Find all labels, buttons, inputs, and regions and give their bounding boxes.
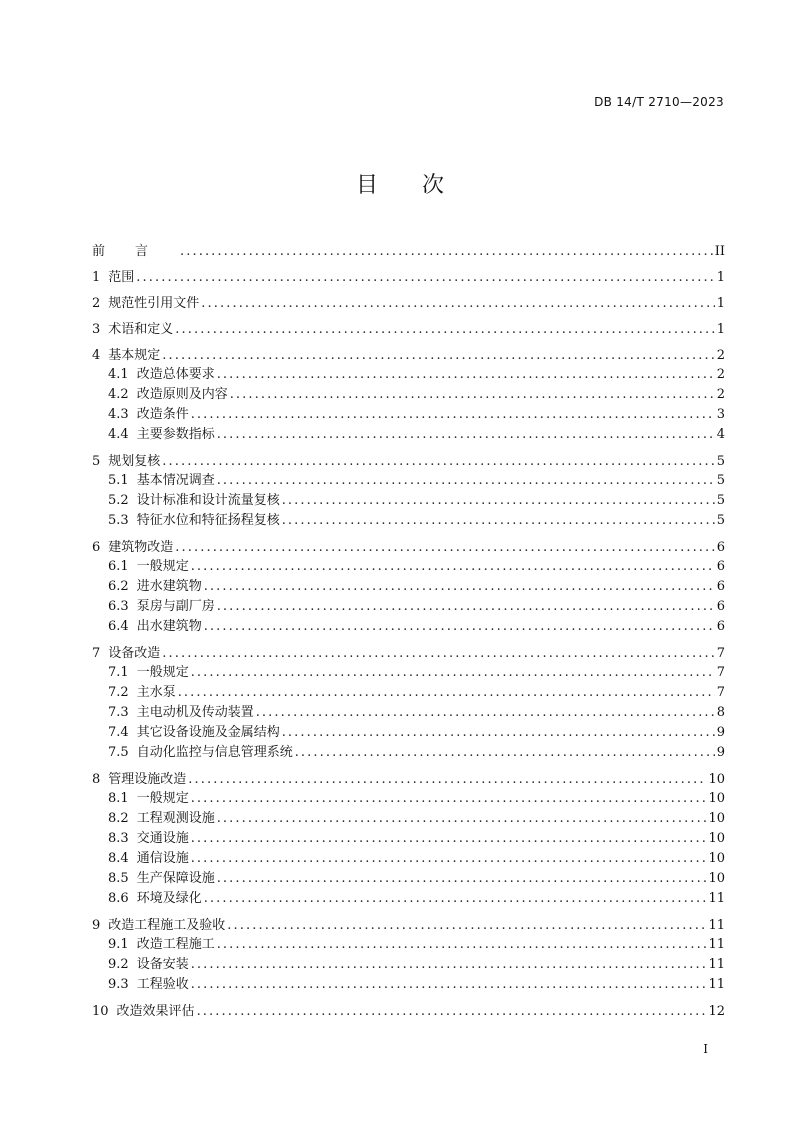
toc-entry-page: 1 — [716, 296, 725, 311]
toc-entry-number: 5 — [92, 454, 101, 469]
toc-leader-dots — [230, 387, 715, 402]
toc-leader-dots — [180, 244, 713, 259]
toc-entry-label: 范围 — [108, 270, 135, 285]
toc-entry-number: 6.2 — [108, 579, 129, 594]
toc-entry-label: 改造工程施工及验收 — [108, 918, 226, 933]
toc-entry-page: 12 — [708, 1004, 725, 1019]
toc-entry[interactable] — [92, 469, 725, 489]
toc-entry[interactable] — [92, 661, 725, 681]
toc-entry[interactable] — [92, 450, 725, 469]
toc-entry[interactable] — [92, 973, 725, 993]
toc-leader-dots — [282, 513, 715, 528]
toc-leader-dots — [191, 957, 707, 972]
toc-entry-label: 其它设备设施及金属结构 — [136, 725, 280, 740]
toc-leader-dots — [256, 705, 715, 720]
toc-entry-number: 7.2 — [108, 685, 129, 700]
toc-entry-page: 5 — [716, 454, 725, 469]
toc-leader-dots — [178, 685, 715, 700]
toc-leader-dots — [136, 270, 714, 285]
toc-entry-number: 1 — [92, 270, 101, 285]
toc-entry-label: 泵房与副厂房 — [136, 599, 215, 614]
toc-entry-label: 改造工程施工 — [136, 937, 215, 952]
toc-leader-dots — [162, 646, 714, 661]
toc-entry-page: 10 — [708, 851, 725, 866]
toc-entry-label: 工程观测设施 — [136, 811, 215, 826]
toc-entry-number: 5.2 — [108, 493, 129, 508]
toc-entry-number: 5.3 — [108, 513, 129, 528]
toc-leader-dots — [217, 427, 715, 442]
toc-entry-number: 7.1 — [108, 665, 129, 680]
toc-leader-dots — [191, 559, 715, 574]
toc-entry-label: 环境及绿化 — [136, 891, 202, 906]
toc-entry[interactable] — [92, 292, 725, 311]
toc-entry-number: 7.3 — [108, 705, 129, 720]
toc-entry-number: 8.6 — [108, 891, 129, 906]
toc-entry-page: 6 — [716, 540, 725, 555]
page-title: 目次 — [355, 173, 488, 198]
toc-leader-dots — [162, 454, 714, 469]
toc-entry[interactable] — [92, 536, 725, 555]
toc-leader-dots — [227, 918, 706, 933]
toc-entry[interactable] — [92, 914, 725, 933]
toc-entry-number: 4.4 — [108, 427, 129, 442]
toc-entry-page: 5 — [716, 473, 725, 488]
toc-entry[interactable] — [92, 509, 725, 529]
toc-entry-number: 7 — [92, 646, 101, 661]
toc-entry-label: 特征水位和特征扬程复核 — [136, 513, 280, 528]
toc-entry-label: 一般规定 — [136, 791, 189, 806]
toc-entry-page: 1 — [716, 322, 725, 337]
toc-entry[interactable] — [92, 240, 725, 259]
toc-entry-page: 1 — [716, 270, 725, 285]
toc-entry-label: 设备改造 — [108, 646, 161, 661]
toc-entry-label: 改造条件 — [136, 407, 189, 422]
toc-entry[interactable] — [92, 701, 725, 721]
toc-entry-number: 8.5 — [108, 871, 129, 886]
toc-entry[interactable] — [92, 741, 725, 761]
toc-leader-dots — [175, 540, 714, 555]
toc-leader-dots — [204, 891, 707, 906]
toc-entry-page: 11 — [708, 957, 725, 972]
toc-entry-number: 8.2 — [108, 811, 129, 826]
toc-entry-label: 主要参数指标 — [136, 427, 215, 442]
toc-entry-page: 2 — [716, 367, 725, 382]
toc-leader-dots — [197, 1004, 707, 1019]
toc-entry-label: 改造总体要求 — [136, 367, 215, 382]
toc-leader-dots — [191, 407, 715, 422]
toc-entry[interactable] — [92, 423, 725, 443]
toc-entry[interactable] — [92, 575, 725, 595]
toc-entry-label: 基本情况调查 — [136, 473, 215, 488]
toc-leader-dots — [295, 745, 715, 760]
toc-entry-number: 6.1 — [108, 559, 129, 574]
toc-entry-page: 10 — [708, 772, 725, 787]
toc-entry-page: 4 — [716, 427, 725, 442]
toc-entry-page: 9 — [716, 725, 725, 740]
toc-entry-label: 生产保障设施 — [136, 871, 215, 886]
toc-leader-dots — [162, 348, 714, 363]
toc-entry-label: 出水建筑物 — [136, 619, 202, 634]
toc-entry-number: 4.1 — [108, 367, 129, 382]
toc-entry-page: 6 — [716, 579, 725, 594]
toc-entry-number: 9 — [92, 918, 101, 933]
toc-entry[interactable] — [92, 555, 725, 575]
toc-entry-page: 11 — [708, 918, 725, 933]
toc-entry[interactable] — [92, 681, 725, 701]
toc-entry[interactable] — [92, 827, 725, 847]
table-of-contents — [92, 240, 725, 1019]
toc-entry-number: 6.4 — [108, 619, 129, 634]
toc-entry-number: 8 — [92, 772, 101, 787]
toc-entry-label: 进水建筑物 — [136, 579, 202, 594]
toc-entry[interactable] — [92, 1000, 725, 1019]
toc-entry-label: 一般规定 — [136, 665, 189, 680]
toc-entry[interactable] — [92, 615, 725, 635]
toc-entry-number: 8.1 — [108, 791, 129, 806]
toc-entry[interactable] — [92, 847, 725, 867]
toc-entry-page: 5 — [716, 493, 725, 508]
toc-entry-page: 6 — [716, 559, 725, 574]
toc-leader-dots — [191, 791, 707, 806]
toc-entry-label: 基本规定 — [108, 348, 161, 363]
toc-entry-number: 6.3 — [108, 599, 129, 614]
toc-entry-page: 7 — [716, 646, 725, 661]
toc-entry[interactable] — [92, 768, 725, 787]
toc-entry-page: 8 — [716, 705, 725, 720]
toc-entry-label: 改造原则及内容 — [136, 387, 228, 402]
toc-entry-label: 交通设施 — [136, 831, 189, 846]
toc-entry-page: 6 — [716, 619, 725, 634]
toc-entry[interactable] — [92, 642, 725, 661]
toc-entry[interactable] — [92, 344, 725, 363]
toc-entry-number: 4.3 — [108, 407, 129, 422]
toc-entry[interactable] — [92, 595, 725, 615]
toc-leader-dots — [217, 473, 715, 488]
toc-entry[interactable] — [92, 266, 725, 285]
toc-entry-number: 8.4 — [108, 851, 129, 866]
toc-leader-dots — [201, 296, 714, 311]
toc-entry-number: 9.2 — [108, 957, 129, 972]
toc-entry-page: 5 — [716, 513, 725, 528]
toc-entry-page: II — [714, 244, 725, 259]
toc-entry-label: 改造效果评估 — [116, 1004, 195, 1019]
toc-leader-dots — [217, 937, 707, 952]
toc-entry-page: 11 — [708, 891, 725, 906]
toc-leader-dots — [191, 831, 707, 846]
toc-entry-page: 3 — [716, 407, 725, 422]
toc-entry-number: 6 — [92, 540, 101, 555]
toc-entry-page: 11 — [708, 937, 725, 952]
toc-entry[interactable] — [92, 807, 725, 827]
toc-entry[interactable] — [92, 787, 725, 807]
page-number: I — [703, 1042, 708, 1056]
toc-entry[interactable] — [92, 887, 725, 907]
toc-entry-number: 10 — [92, 1004, 109, 1019]
toc-entry-label: 管理设施改造 — [108, 772, 187, 787]
toc-entry-number: 8.3 — [108, 831, 129, 846]
toc-entry-label: 主电动机及传动装置 — [136, 705, 254, 720]
toc-entry-page: 9 — [716, 745, 725, 760]
toc-leader-dots — [175, 322, 714, 337]
toc-leader-dots — [188, 772, 706, 787]
toc-entry-label: 前言 — [92, 244, 179, 259]
toc-leader-dots — [204, 579, 715, 594]
toc-entry[interactable] — [92, 933, 725, 953]
toc-entry[interactable] — [92, 318, 725, 337]
toc-entry-page: 7 — [716, 685, 725, 700]
toc-leader-dots — [204, 619, 715, 634]
toc-leader-dots — [217, 367, 715, 382]
toc-leader-dots — [282, 725, 715, 740]
toc-leader-dots — [191, 851, 707, 866]
toc-entry-label: 工程验收 — [136, 977, 189, 992]
toc-leader-dots — [282, 493, 715, 508]
toc-entry-label: 自动化监控与信息管理系统 — [136, 745, 293, 760]
toc-leader-dots — [191, 665, 715, 680]
toc-entry-page: 6 — [716, 599, 725, 614]
toc-entry[interactable] — [92, 953, 725, 973]
toc-entry-page: 10 — [708, 811, 725, 826]
toc-entry-number: 5.1 — [108, 473, 129, 488]
toc-entry-label: 通信设施 — [136, 851, 189, 866]
toc-leader-dots — [217, 599, 715, 614]
toc-entry-label: 主水泵 — [136, 685, 176, 700]
toc-entry[interactable] — [92, 363, 725, 383]
toc-entry-number: 4 — [92, 348, 101, 363]
toc-entry[interactable] — [92, 489, 725, 509]
toc-leader-dots — [217, 811, 707, 826]
toc-entry-number: 4.2 — [108, 387, 129, 402]
toc-entry-number: 7.5 — [108, 745, 129, 760]
toc-leader-dots — [191, 977, 707, 992]
toc-leader-dots — [217, 871, 707, 886]
toc-entry-label: 规范性引用文件 — [108, 296, 200, 311]
toc-entry-page: 2 — [716, 348, 725, 363]
toc-entry-page: 2 — [716, 387, 725, 402]
standard-code: DB 14/T 2710—2023 — [594, 95, 724, 109]
toc-entry-label: 术语和定义 — [108, 322, 174, 337]
toc-entry[interactable] — [92, 383, 725, 403]
toc-entry-label: 设备安装 — [136, 957, 189, 972]
toc-entry-label: 一般规定 — [136, 559, 189, 574]
toc-entry-page: 10 — [708, 871, 725, 886]
toc-entry-label: 规划复核 — [108, 454, 161, 469]
toc-entry-number: 9.3 — [108, 977, 129, 992]
toc-entry[interactable] — [92, 721, 725, 741]
toc-entry-page: 10 — [708, 831, 725, 846]
toc-entry[interactable] — [92, 867, 725, 887]
toc-entry[interactable] — [92, 403, 725, 423]
toc-entry-number: 2 — [92, 296, 101, 311]
toc-entry-label: 设计标准和设计流量复核 — [136, 493, 280, 508]
toc-entry-page: 11 — [708, 977, 725, 992]
toc-entry-label: 建筑物改造 — [108, 540, 174, 555]
toc-entry-number: 7.4 — [108, 725, 129, 740]
toc-entry-page: 10 — [708, 791, 725, 806]
toc-entry-number: 9.1 — [108, 937, 129, 952]
toc-entry-number: 3 — [92, 322, 101, 337]
toc-entry-page: 7 — [716, 665, 725, 680]
